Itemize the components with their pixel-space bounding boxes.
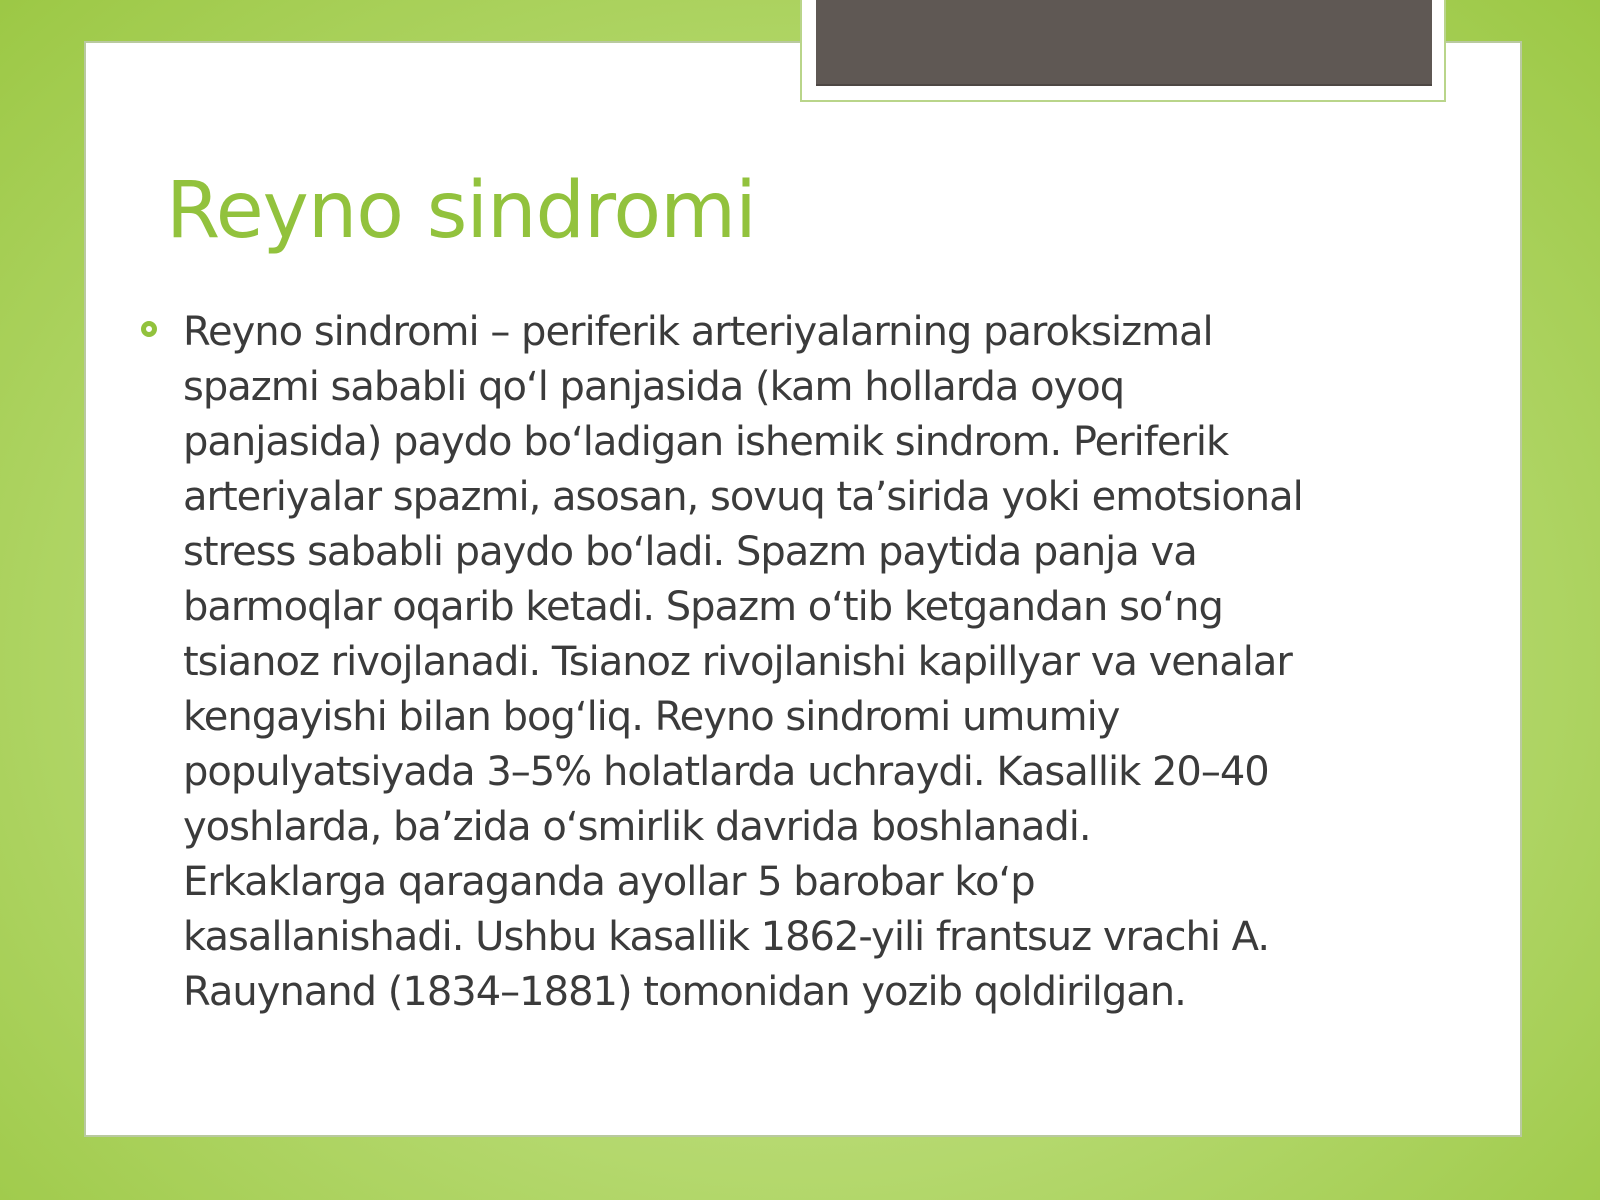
paragraph-line: tsianoz rivojlanadi. Tsianoz rivojlanishi kapillyar va venalar bbox=[183, 639, 1292, 685]
paragraph-line: arteriyalar spazmi, asosan, sovuq ta’sirida yoki emotsional bbox=[183, 474, 1303, 520]
slide-body-paragraph bbox=[183, 305, 1458, 1020]
paragraph-line: kengayishi bilan bog‘liq. Reyno sindromi umumiy bbox=[183, 694, 1120, 740]
paragraph-line: populyatsiyada 3–5% holatlarda uchraydi. Kasallik 20–40 bbox=[183, 749, 1269, 795]
slide-title: Reyno sindromi bbox=[166, 166, 756, 256]
paragraph-line: panjasida) paydo bo‘ladigan ishemik sindrom. Periferik bbox=[183, 419, 1229, 465]
paragraph-line: Erkaklarga qaraganda ayollar 5 barobar ko‘p bbox=[183, 859, 1035, 905]
paragraph-line: spazmi sababli qo‘l panjasida (kam hollarda oyoq bbox=[183, 364, 1125, 410]
paragraph-line: barmoqlar oqarib ketadi. Spazm o‘tib ketgandan so‘ng bbox=[183, 584, 1223, 630]
bullet-circle-icon bbox=[141, 321, 157, 337]
paragraph-line: Rauynand (1834–1881) tomonidan yozib qoldirilgan. bbox=[183, 969, 1186, 1015]
paragraph-line: kasallanishadi. Ushbu kasallik 1862-yili frantsuz vrachi A. bbox=[183, 914, 1270, 960]
paragraph-line: yoshlarda, ba’zida o‘smirlik davrida boshlanadi. bbox=[183, 804, 1091, 850]
paragraph-line: Reyno sindromi – periferik arteriyalarning paroksizmal bbox=[183, 309, 1213, 355]
decorative-dark-tab bbox=[816, 0, 1432, 86]
paragraph-line: stress sababli paydo bo‘ladi. Spazm paytida panja va bbox=[183, 529, 1197, 575]
